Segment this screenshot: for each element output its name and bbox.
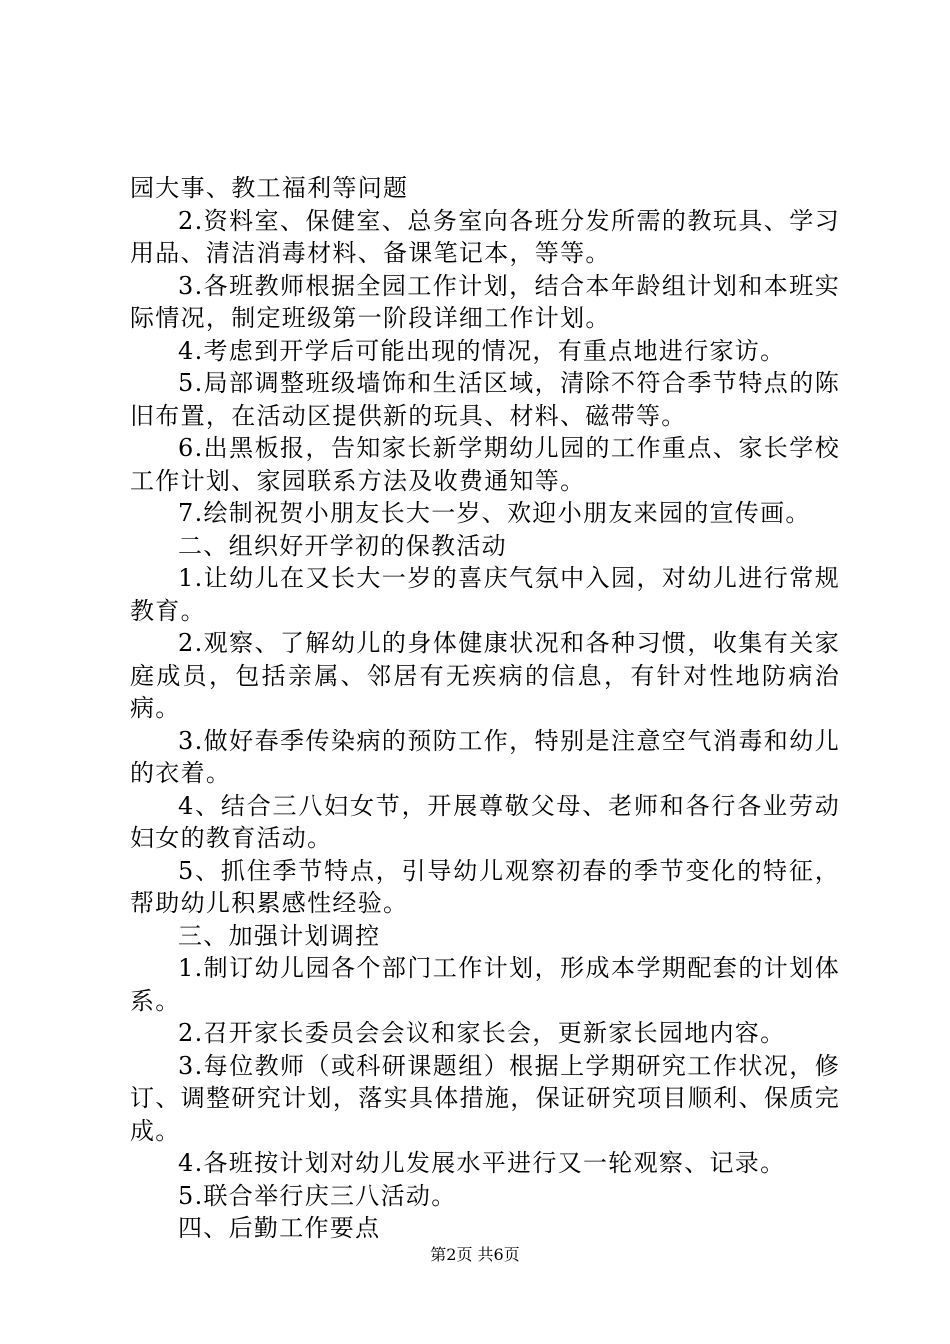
paragraph: 3.各班教师根据全园工作计划，结合本年龄组计划和本班实际情况，制定班级第一阶段详细工作计划。 (130, 271, 840, 332)
paragraph: 4.考虑到开学后可能出现的情况，有重点地进行家访。 (178, 336, 786, 365)
paragraph: 6.出黑板报，告知家长新学期幼儿园的工作重点、家长学校工作计划、家园联系方法及收费通知等。 (130, 434, 840, 495)
paragraph: 5.联合举行庆三八活动。 (178, 1181, 457, 1210)
paragraph: 3.做好春季传染病的预防工作，特别是注意空气消毒和幼儿的衣着。 (130, 726, 840, 787)
document-body (130, 172, 840, 1245)
paragraph: 4.各班按计划对幼儿发展水平进行又一轮观察、记录。 (178, 1149, 786, 1177)
section-heading: 三、加强计划调控 (178, 921, 381, 950)
paragraph: 园大事、教工福利等问题 (130, 174, 409, 202)
paragraph: 2.观察、了解幼儿的身体健康状况和各种习惯，收集有关家庭成员，包括亲属、邻居有无疾病的信息，有针对性地防病治病。 (130, 629, 840, 722)
paragraph: 3.每位教师（或科研课题组）根据上学期研究工作状况，修订、调整研究计划，落实具体措施，保证研究项目顺利、保质完成。 (130, 1051, 840, 1145)
section-heading: 四、后勤工作要点 (178, 1214, 381, 1242)
page-number-label: 第2页 共6页 (430, 1245, 520, 1264)
paragraph: 5、抓住季节特点，引导幼儿观察初春的季节变化的特征，帮助幼儿积累感性经验。 (130, 856, 840, 917)
section-heading: 二、组织好开学初的保教活动 (178, 531, 507, 560)
paragraph: 1.让幼儿在又长大一岁的喜庆气氛中入园，对幼儿进行常规教育。 (130, 564, 840, 625)
page-footer (0, 1245, 950, 1265)
paragraph: 5.局部调整班级墙饰和生活区域，清除不符合季节特点的陈旧布置，在活动区提供新的玩具、材料、磁带等。 (130, 369, 840, 430)
paragraph: 7.绘制祝贺小朋友长大一岁、欢迎小朋友来园的宣传画。 (178, 499, 811, 527)
paragraph: 2.资料室、保健室、总务室向各班分发所需的教玩具、学习用品、清洁消毒材料、备课笔记本，等等。 (130, 206, 840, 267)
paragraph: 1.制订幼儿园各个部门工作计划，形成本学期配套的计划体系。 (130, 954, 840, 1015)
paragraph: 4、结合三八妇女节，开展尊敬父母、老师和各行各业劳动妇女的教育活动。 (130, 791, 840, 852)
paragraph: 2.召开家长委员会会议和家长会，更新家长园地内容。 (178, 1019, 786, 1047)
